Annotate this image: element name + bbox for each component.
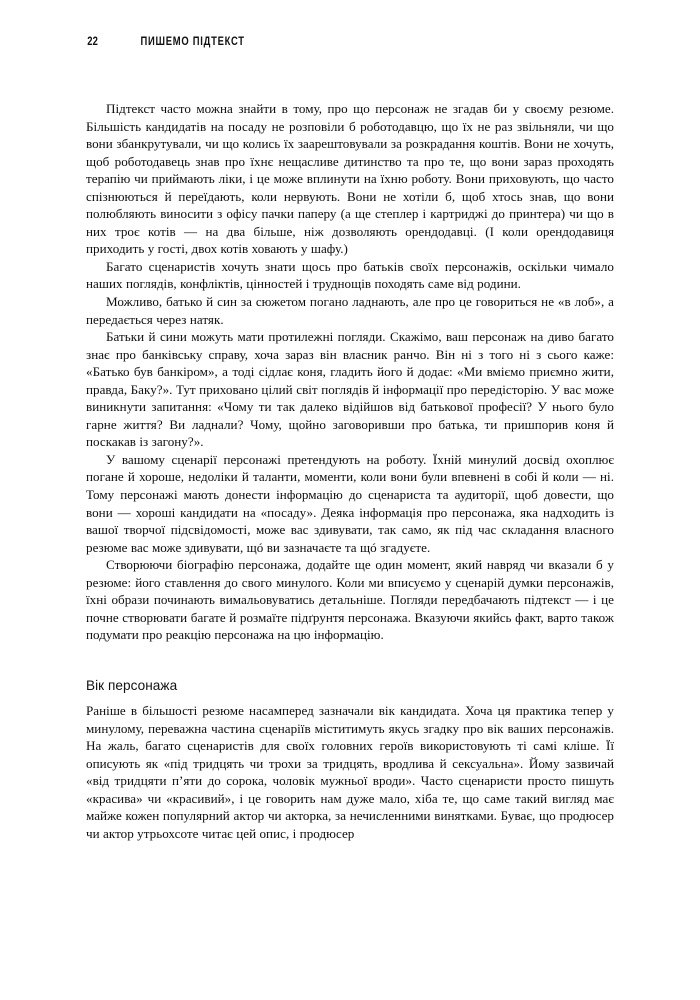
body-paragraph: Підтекст часто можна знайти в тому, про що персонаж не згадав би у своєму резюме. Більшість кандидатів на посаду не розповіли б роботодавцю, що їх не раз звільняли, чи що вони збанкрутували, чи що колись їх заарештовували за розкрадання коштів. Вони не хочуть, щоб роботодавець знав про їхнє нещасливе дитинство та про те, що вони зараз проходять терапію чи приймають ліки, і це може вплинути на їхню роботу. Вони приховують, що часто спізнюються й переїдають, коли нервують. Вони не хотіли б, щоб хтось знав, що вони полюбляють виносити з офісу пачки паперу (а ще степлер і картриджі до принтера) чи що в них троє котів — на два більше, ніж дозволяють орендодавці. (І коли орендодавиця приходить у гості, двох котів ховають у шафу.) [86,101,614,257]
page-number: 22 [87,36,99,48]
body-paragraph: Можливо, батько й син за сюжетом погано ладнають, але про це говориться не «в лоб», а передається через натяк. [86,294,614,327]
text-column [86,100,614,842]
running-head [86,36,256,48]
body-paragraph: Створюючи біографію персонажа, додайте ще один момент, який навряд чи вказали б у резюме: його ставлення до свого минулого. Коли ми вписуємо у сценарій думки персонажів, їхні образи починають вимальовуватись детальніше. Погляди передбачають підтекст — і це почне створювати багате й розмаїте підґрунтя персонажа. Вказуючи якийсь факт, варто також подумати про реакцію персонажа на цю інформацію. [86,557,614,643]
heading-spacer [86,644,614,677]
running-head-title: ПИШЕМО ПІДТЕКСТ [140,36,246,48]
section-heading: Вік персонажа [86,677,178,693]
heading-spacer [86,695,614,702]
body-paragraph: Батьки й сини можуть мати протилежні погляди. Скажімо, ваш персонаж на диво багато знає про банківську справу, хоча зараз він власник ранчо. Він ні з того ні з сього каже: «Батько був банкіром», а тоді сідлає коня, гладить його й додає: «Ми вміємо приємно жити, правда, Баку?». Тут приховано цілий світ поглядів й інформації про передісторію. У вас може виникнути запитання: «Чому ти так далеко відійшов від батькової професії? У нього було гарне життя? Ви ладнали? Чому, щойно заговоривши про батька, ти пришпорив коня й поскакав із загону?». [86,329,614,450]
body-paragraph: Багато сценаристів хочуть знати щось про батьків своїх персонажів, оскільки чимало наших поглядів, конфліктів, цінностей і труднощів походять саме від родини. [86,258,614,292]
body-paragraph: У вашому сценарії персонажі претендують на роботу. Їхній минулий досвід охоплює погане й хороше, недоліки й таланти, моменти, коли вони були впевнені в собі й коли — ні. Тому персонажі мають донести інформацію до сценариста та аудиторії, щоб довести, що вони — хороші кандидати на «посаду». Деяка інформація про персонажа, яка надходить із вашої творчої підсвідомості, може вас здивувати, так само, як під час складання власного резюме вас може здивувати, щó ви зазначаєте та щó згадуєте. [86,451,614,555]
section-paragraph: Раніше в більшості резюме насамперед зазначали вік кандидата. Хоча ця практика тепер у минулому, переважна частина сценаріїв міститимуть якусь згадку про вік ваших персонажів. На жаль, багато сценаристів для своїх головних героїв використовують ті самі кліше. Її описують як «під тридцять чи трохи за тридцять, вродлива й сексуальна». Йому зазвичай «від тридцяти п’яти до сорока, чоловік мужньої вроди». Часто сценаристи просто пишуть «красива» чи «красивий», і це говорить нам дуже мало, хіба те, що саме такий вигляд має майже кожен популярний актор чи акторка, за нечисленними винятками. Буває, що продюсер чи актор утрьохсоте читає цей опис, і продюсер [86,702,614,841]
